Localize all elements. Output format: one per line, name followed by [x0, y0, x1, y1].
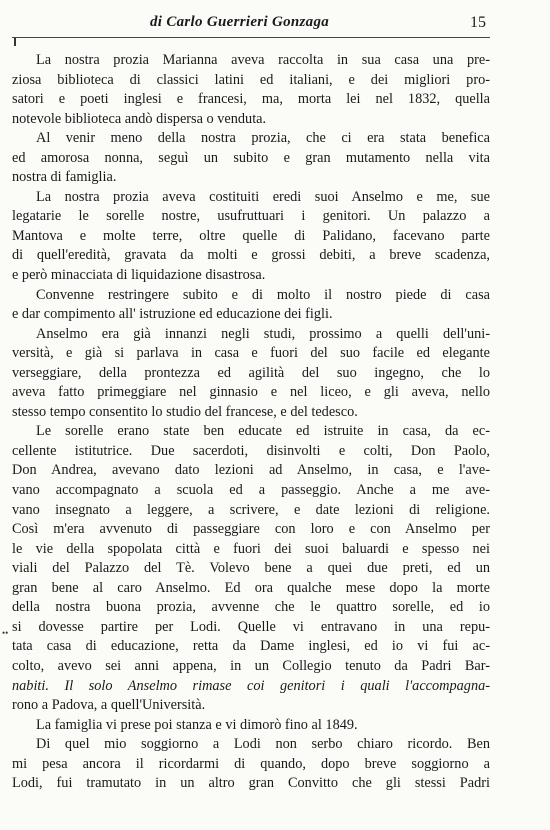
text-line: e dar compimento all' istruzione ed educazione dei figli. — [12, 306, 333, 323]
text-line: di quell'eredità, gravata da molti e grossi debiti, a breve scadenza, — [12, 247, 490, 264]
text-line: Di quel mio soggiorno a Lodi non serbo chiaro ricordo. Ben — [36, 736, 490, 753]
text-line: Le sorelle erano state ben educate ed istruite in casa, da ec- — [36, 423, 490, 440]
text-line: La famiglia vi prese poi stanza e vi dimorò fino al 1849. — [36, 716, 358, 733]
text-line: le vie della spopolata città e fuori dei suoi baluardi e spesso nei — [12, 540, 490, 557]
text-line: gran bene al caro Anselmo. Ed ora qualche mese dopo la morte — [12, 579, 490, 596]
text-line: e però minacciata di liquidazione disastrosa. — [12, 267, 266, 284]
text-line: La nostra prozia aveva costituiti eredi suoi Anselmo e me, sue — [36, 188, 490, 205]
page-number: 15 — [470, 14, 486, 31]
text-line: Anselmo era già innanzi negli studi, prossimo a quelli dell'uni- — [36, 325, 490, 342]
margin-tick — [14, 38, 16, 46]
text-line: notevole biblioteca andò dispersa o venduta. — [12, 110, 267, 127]
text-line: Lodi, fui tramutato in un altro gran Convitto che gli stessi Padri — [12, 775, 490, 792]
text-line: nostra di famiglia. — [12, 169, 117, 186]
text-line: aveva fatto primeggiare nel ginnasio e nel liceo, e gli aveva, nello — [12, 384, 490, 401]
margin-mark: •• — [2, 628, 9, 638]
text-line: vano insegnato a leggere, a scrivere, e date lezioni di religione. — [12, 501, 490, 518]
text-line: La nostra prozia Marianna aveva raccolta in sua casa una pre- — [36, 52, 490, 68]
text-line: satori e poeti inglesi e francesi, ma, morta lei nel 1832, quella — [12, 91, 490, 108]
text-line: Così m'era avvenuto di passeggiare con loro e con Anselmo per — [12, 521, 490, 538]
text-line: si dovesse partire per Lodi. Quelle vi entravano in una repu- — [12, 618, 490, 635]
text-line: Al venir meno della nostra prozia, che ci era stata benefica — [36, 130, 490, 147]
text-line: cellente istitutrice. Due sacerdoti, disinvolti e colti, Don Paolo, — [12, 442, 490, 459]
text-line: ziosa biblioteca di classici latini ed italiani, e dei migliori pro- — [12, 71, 490, 88]
text-line: della nostra buona prozia, avvenne che le quattro sorelle, ed io — [12, 599, 490, 616]
header-rule — [12, 37, 490, 38]
text-line: Convenne restringere subito e di molto il nostro piede di casa — [36, 286, 490, 303]
text-line: colto, avevo sei anni appena, in un Collegio tenuto da Padri Bar- — [12, 657, 490, 674]
text-line: legatarie le sorelle nostre, usufruttuari i genitori. Un palazzo a — [12, 208, 490, 225]
text-line: stesso tempo consentito lo studio del francese, e del tedesco. — [12, 403, 358, 420]
text-line: vano accompagnato a scuola ed a passeggio. Anche a me ave- — [12, 482, 490, 499]
body-text — [12, 51, 490, 794]
running-title: di Carlo Guerrieri Gonzaga — [150, 14, 330, 30]
text-line: rono a Padova, a quell'Università. — [12, 697, 206, 714]
text-line: ed amorosa nonna, seguì un subito e gran mutamento nella vita — [12, 149, 490, 166]
text-line: Mantova e molte terre, oltre quelle di Palidano, facevano parte — [12, 227, 490, 244]
text-line: verseggiare, della prontezza ed agilità del suo ingegno, che lo — [12, 364, 490, 381]
text-line: viali del Palazzo del Tè. Volevo bene a quei due preti, ed un — [12, 560, 490, 577]
text-line: tata casa di educazione, retta da Dame inglesi, ed io vi fui ac- — [12, 638, 490, 655]
text-line: mi pesa ancora il ricordarmi di quando, dopo breve soggiorno a — [12, 755, 490, 772]
text-line: Don Andrea, avevano dato lezioni ad Anselmo, in casa, e l'ave- — [12, 462, 490, 479]
text-line: versità, e già si parlava in casa e fuori del suo facile ed elegante — [12, 345, 490, 362]
text-line: nabiti. Il solo Anselmo rimase coi genitori i quali l'accompagna- — [12, 677, 490, 694]
